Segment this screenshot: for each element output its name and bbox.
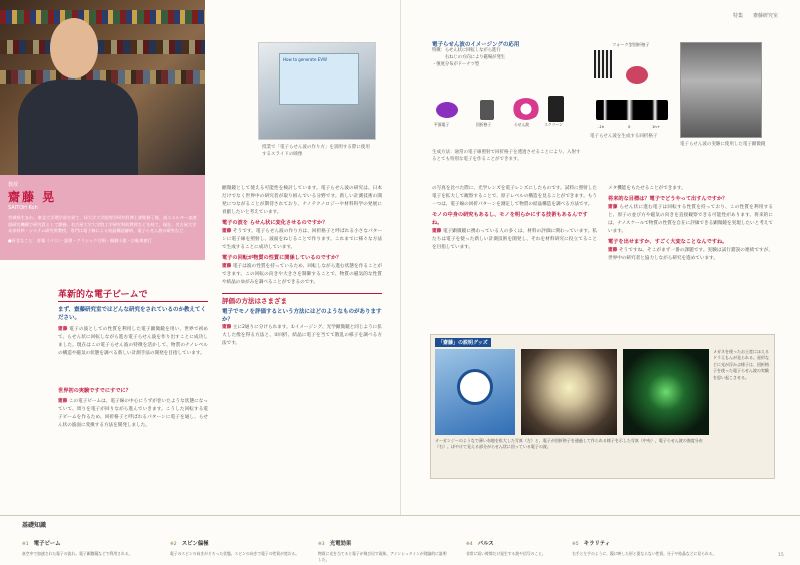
col4-para-3-text: そうですね。そこがまず一番の課題です。実験は試行錯誤の連続ですが、世界中の研究者と協力しながら研究を進めています。 (608, 247, 773, 261)
eval-section (222, 293, 382, 305)
goods-side-note: メガネを使ったお土産にほえるドラえもんが見られる。星形などに光が浮かぶ様子は、回折格子を使った電子らせん波の実験を思い起こさせる。 (713, 349, 769, 380)
col3-para-2-text: 電子顕微鏡に携わっている人の多くは、材料の評価に関わっています。私たちは電子を使った新しい計測技術を開発し、それを材料研究に役立てることを目指しています。 (432, 228, 597, 250)
answer-1 (58, 326, 208, 358)
glossary-term: スピン偏極 (181, 541, 209, 547)
col2-subheading-1: 電子の波を らせん状に変化させるのですか？ (222, 220, 328, 227)
col2-para-2 (222, 228, 382, 252)
profile-tags: ●好きなこと：音楽（バス）・読書・クラシック合唱・観劇小説・自転車旅行 (8, 238, 152, 244)
diagram-bullet: 特徴：らせん状に回転しながら進行 (432, 48, 501, 53)
diagram-title: 電子らせん波のイメージングの応用 (432, 42, 520, 48)
glossary-text: 真空中で加速された電子の流れ。電子顕微鏡などで利用される。 (22, 551, 133, 556)
speaker-label: 齋藤 (222, 228, 232, 234)
portrait-face (50, 18, 98, 78)
col3-para-1: の写真を比べた際に、光学レンズを電子レンズにしたものです。試料に照射した電子を拡大して観察することで、原子レベルの構造を見ることができます。もう一つは、電子線の回折パターンを測定して物質の結晶構造を調べる方法です。 (432, 186, 597, 208)
diagram-bullet: ・強度分布がドーナツ型 (432, 61, 480, 67)
eval-title: 評価の方法はさまざま (222, 296, 287, 305)
col2-para-1: 顕微鏡として使える可能性を検討しています。電子らせん波の研究は、日本だけでなく世界中の研究者が取り組んでいる分野です。新しい計測技術の開発につながることが期待されており、ナノテクノロジーや材料科学の発展に貢献したいと考えています。 (222, 186, 382, 216)
header-section: 特集 (732, 13, 743, 19)
speaker-label: 齋藤 (222, 325, 232, 331)
header-lab: 齋藤研究室 (752, 13, 778, 19)
order-zero: 0 (628, 124, 631, 129)
speaker-label: 齋藤 (222, 263, 232, 269)
goods-box (430, 334, 775, 479)
fork-grating-label: フォーク型回折格子 (612, 42, 650, 47)
col4-subheading-1: 将来的な目標は？電子でどうやって出すんですか？ (608, 196, 728, 203)
question-1: まず、齋藤研究室ではどんな研究をされているのか教えてください。 (58, 307, 207, 322)
column-2 (222, 185, 382, 349)
section-title-innovative: 革新的な電子ビームで (58, 290, 148, 300)
goods-label: 「齋藤」の説明グッズ (435, 338, 491, 347)
grating-caption: 電子らせん波を生成する回折格子 (590, 134, 658, 139)
glossary-strip (0, 515, 800, 565)
diagram-bullet: 右ねじの方向により磁場が発生 (432, 54, 506, 60)
glossary-term: 電子ビーム (33, 541, 61, 547)
order-plus: 1h+ (652, 124, 661, 129)
col2-para-3-text: 電子は波の性質を持っているため、回転しながら進む状態を作ることができます。この回転の向きや大きさを制御することで、物質の磁気的な性質や結晶のゆがみを調べることができるのです。 (222, 263, 382, 285)
col4-para-2-text: らせん状に進む電子は回転する性質を持っており、この性質を利用すると、原子の並び方や磁気の向きを直接観察できる可能性があります。将来的には、ナノスケールで物質の性質を自在に評価できる顕微鏡を実現したいと考えています。 (608, 204, 773, 234)
grating-figure (590, 40, 675, 150)
glossary-item (572, 530, 777, 557)
diagram-caption: 生成方法：通常の電子線照射で回折格子を透過させることにより、入射するとても特別な電子を作ることができます。 (432, 150, 581, 162)
lecture-photo-caption: 授業で「電子らせん波の作り方」を説明する際に使用するスライドの映像 (262, 145, 370, 157)
portrait-photo (0, 0, 205, 175)
page-number-right: 15 (778, 553, 784, 558)
fork-grating-image (594, 50, 612, 78)
doraemon-face-icon (457, 369, 493, 405)
lecture-photo (258, 42, 376, 140)
profile-role: 教授 (8, 182, 19, 188)
profile-roman: SAITOH Koh (8, 205, 38, 211)
col2-para-3 (222, 263, 382, 287)
speaker-label: 齋藤 (608, 247, 618, 253)
col2-para-4 (222, 324, 382, 348)
glossary-num: ※5 (572, 542, 579, 547)
glossary-text: 電子のスピンの向きがそろった状態。スピンの向きで電子の性質が変わる。 (170, 551, 300, 556)
glossary-text: 非常に短い時間だけ発生する波や信号のこと。 (466, 551, 546, 556)
microscope-caption: 電子らせん波の実験に使用した電子顕微鏡 (680, 142, 766, 147)
col4-subheading-2: 電子を出せますか、すごく大変なことなんですね。 (608, 238, 728, 245)
glossary-item (466, 530, 556, 557)
answer-2-text: この電子ビームは、電子線の中心にうずが巻いたような状態になっていて、周りを電子が回りながら進んでいきます。こうした回転する電子ビームを作るため、回折格子と呼ばれるパターンに電子を通し、らせん状の波面に変換する方法を開発しました。 (58, 399, 208, 429)
plane-wave-shape (436, 102, 458, 118)
profile-bio: 宮城県生まれ。東北大学理学部を経て、同大学大学院理学研究科博士課程修了後、高エネルギー加速器研究機構で研究員として勤務。名古屋大学大学院工学研究科助教授などを経て、現在、名古屋大学未来材料・システム研究所教授。専門は電子線による結晶構造解析、電子らせん波の研究など。 (8, 215, 197, 234)
spiral-shape (626, 66, 648, 84)
label-screen: スクリーン (544, 122, 563, 127)
col3-para-2 (432, 228, 597, 252)
glossary-term: 光電効果 (329, 541, 352, 547)
col2-para-2-text: そうです。電子らせん波の作り方は、回折格子と呼ばれる小さなパターンに電子線を照射し、波面をねじることで作ります。これまでに様々な方法で生成することに成功しています。 (222, 228, 382, 250)
slide-screen (279, 53, 359, 105)
running-header (733, 12, 778, 19)
profile-box (0, 175, 205, 260)
slide-title: How to generate EVW (283, 57, 327, 62)
order-minus: -1h (598, 124, 605, 129)
col4-para-2 (608, 204, 773, 236)
col4-para-1: メタ機能をもたせることができます。 (608, 186, 686, 191)
glossary-item (22, 530, 152, 557)
speaker-label: 齋藤 (58, 399, 68, 404)
glossary-num: ※2 (170, 542, 177, 547)
glossary-item (170, 530, 300, 557)
question-2: 電子でモノを評価するという方法にはどのようなものがありますか？ (222, 308, 382, 324)
answer-1-text: 電子の波としての性質を利用した電子顕微鏡を用い、世界で初めて、らせん状に回転しながら進む電子らせん波を作り出すことに成功しました。現在はこの電子らせん波の特徴を活かして、物質のナノレベルの構造や磁気の状態を調べる新しい計測手法の開発を目指しています。 (58, 327, 208, 357)
grating-shape (480, 100, 494, 120)
goods-photo-hologram (623, 349, 709, 435)
column-4 (608, 185, 773, 263)
speaker-label: 齋藤 (608, 204, 618, 210)
microscope-photo (680, 42, 762, 138)
vortex-shape (512, 98, 540, 120)
col4-para-3 (608, 247, 773, 263)
answer-2 (58, 398, 208, 430)
screen-shape (548, 96, 564, 122)
label-grating: 回折格子 (476, 122, 492, 127)
col3-subheading-1: モノの中身の研究もあるし、モノを明らかにする技術もあるんですね。 (432, 212, 588, 226)
profile-name: 齋藤 晃 (8, 190, 57, 204)
glossary-num: ※3 (318, 542, 325, 547)
col2-para-4-text: 主に2通りに分けられます。①イメージング、光学顕微鏡と同じように拡大した像を得る方法と、②回折、結晶に電子を当てて散乱の様子を調べる方法です。 (222, 325, 382, 347)
column-3 (432, 185, 597, 252)
speaker-label: 齋藤 (432, 228, 442, 234)
diffraction-spots (596, 100, 668, 120)
glossary-term: パルス (477, 541, 494, 547)
glossary-text: 右手と左手のように、鏡に映した形と重ならない性質。分子や結晶などに見られる。 (572, 551, 717, 556)
glossary-num: ※1 (22, 542, 29, 547)
glossary-num: ※4 (466, 542, 473, 547)
goods-photo-notebook (435, 349, 515, 435)
section-rule (58, 301, 208, 302)
glossary-text: 物質に光を当てると電子が飛び出す現象。アインシュタインが理論的に説明した。 (318, 551, 447, 563)
glossary-item (318, 530, 448, 563)
goods-photo-diffraction (521, 349, 617, 435)
label-plane-wave: 平面電子 (434, 122, 450, 127)
portrait-body (18, 80, 138, 175)
speaker-label: 齋藤 (58, 327, 68, 332)
col2-subheading-2: 電子の回転が物質の性質に関係しているのですか？ (222, 255, 342, 262)
goods-caption: オーガンジーのようなで薄い布地を拡大した写真（左）と、電子が回折格子を通過して作られる様子を示した写真（中央）、電子らせん波の強度分布（右）。ぼやけて見える部分がらせん状に回っている電子の波。 (435, 438, 703, 450)
glossary-title: 基礎知識 (22, 522, 47, 529)
label-vortex: らせん波 (514, 122, 530, 127)
glossary-term: キラリティ (583, 541, 611, 547)
vortex-diagram (432, 40, 572, 145)
subheading-1: 世界初の実験ですでにすでに？ (58, 388, 131, 394)
